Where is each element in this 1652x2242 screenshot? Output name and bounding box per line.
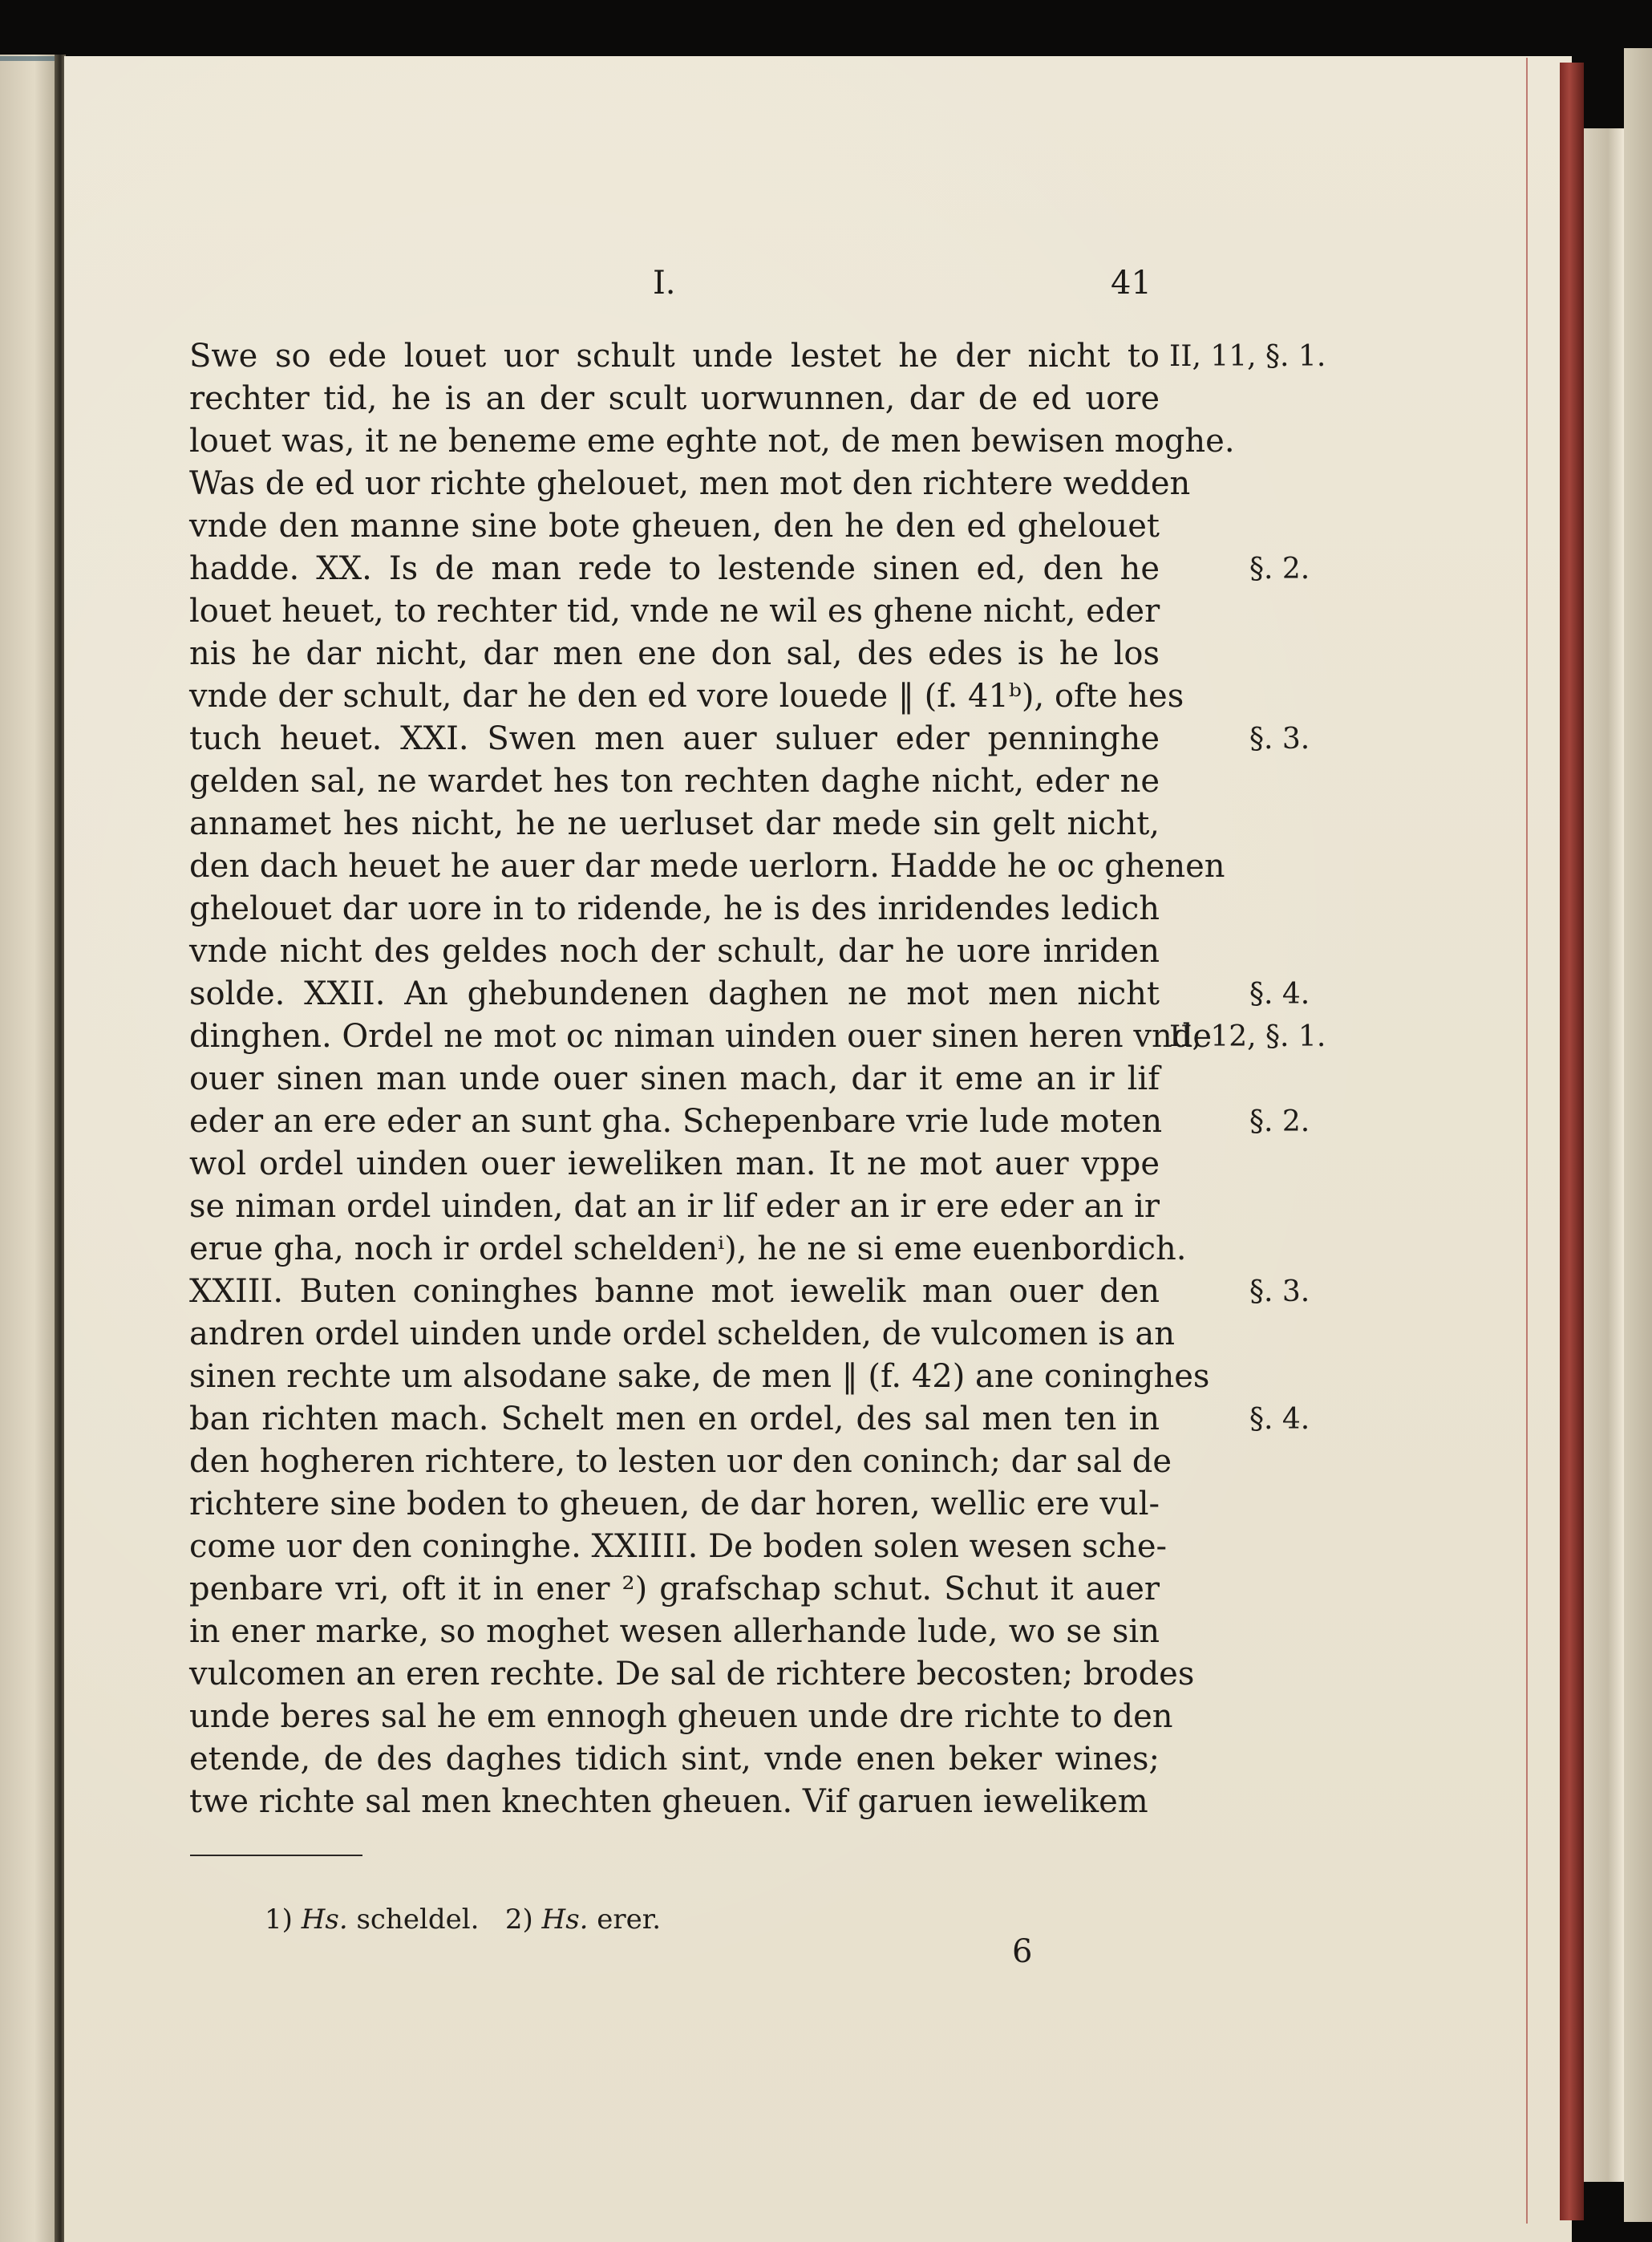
text-line: richtere sine boden to gheuen, de dar horen, wellic ere vul-	[189, 1486, 1160, 1522]
text-line: vnde den manne sine bote gheuen, den he den ed ghelouet	[189, 508, 1160, 545]
text-line: solde. XXII. An ghebundenen daghen ne mot men nicht	[189, 975, 1160, 1012]
text-line: eder an ere eder an sunt gha. Schepenbare vrie lude moten	[189, 1103, 1163, 1140]
text-line: se niman ordel uinden, dat an ir lif eder an ir ere eder an ir	[189, 1188, 1160, 1225]
left-page-mark	[0, 56, 63, 61]
footnote-2-marker: 2)	[504, 1903, 533, 1936]
text-line: vnde nicht des geldes noch der schult, dar he uore inriden	[189, 933, 1160, 970]
footnote-2-abbrev: Hs.	[541, 1903, 589, 1936]
section-number: I.	[653, 265, 676, 302]
text-line: ban richten mach. Schelt men en ordel, des sal men ten in	[189, 1401, 1160, 1437]
text-line: den dach heuet he auer dar mede uerlorn. Hadde he oc ghenen	[189, 848, 1225, 885]
footnotes	[265, 1903, 661, 1936]
margin-note: §. 2.	[1249, 553, 1310, 586]
book-cover-edge	[1624, 48, 1652, 2222]
margin-note: §. 2.	[1249, 1105, 1310, 1138]
margin-note: II, 11, §. 1.	[1169, 340, 1326, 373]
page-number: 41	[1111, 265, 1152, 302]
margin-note: §. 3.	[1249, 1275, 1310, 1308]
footnote-1-text: scheldel.	[356, 1903, 480, 1936]
margin-note: §. 4.	[1249, 1403, 1310, 1436]
text-line: dinghen. Ordel ne mot oc niman uinden ouer sinen heren vnde	[189, 1018, 1213, 1055]
signature-mark: 6	[1012, 1933, 1033, 1970]
text-line: wol ordel uinden ouer ieweliken man. It ne mot auer vppe	[189, 1145, 1160, 1182]
footnote-1-abbrev: Hs.	[301, 1903, 348, 1936]
text-line: andren ordel uinden unde ordel schelden, de vulcomen is an	[189, 1316, 1176, 1352]
text-line: penbare vri, oft it in ener ²) grafschap schut. Schut it auer	[189, 1571, 1160, 1608]
footnote-1-marker: 1)	[265, 1903, 293, 1936]
text-line: vulcomen an eren rechte. De sal de richtere becosten; brodes	[189, 1656, 1195, 1693]
text-line: twe richte sal men knechten gheuen. Vif garuen iewelikem	[189, 1783, 1148, 1820]
text-line: tuch heuet. XXI. Swen men auer suluer eder penninghe	[189, 720, 1160, 757]
text-line: unde beres sal he em ennogh gheuen unde dre richte to den	[189, 1698, 1173, 1735]
running-header	[0, 265, 1652, 313]
text-line: Swe so ede louet uor schult unde lestet he der nicht to	[189, 338, 1160, 375]
footnote-2-text: erer.	[597, 1903, 662, 1936]
margin-note: §. 4.	[1249, 978, 1310, 1011]
text-line: ouer sinen man unde ouer sinen mach, dar it eme an ir lif	[189, 1060, 1160, 1097]
text-line: vnde der schult, dar he den ed vore louede ‖ (f. 41ᵇ), ofte hes	[189, 678, 1184, 715]
footnote-rule	[190, 1855, 362, 1856]
page-edges	[1584, 128, 1624, 2182]
text-line: Was de ed uor richte ghelouet, men mot den richtere wedden	[189, 465, 1191, 502]
text-line: hadde. XX. Is de man rede to lestende sinen ed, den he	[189, 550, 1160, 587]
text-line: nis he dar nicht, dar men ene don sal, des edes is he los	[189, 635, 1160, 672]
left-page-edge	[0, 55, 63, 2242]
text-line: erue gha, noch ir ordel scheldenⁱ), he ne si eme euenbordich.	[189, 1230, 1187, 1267]
text-line: XXIII. Buten coninghes banne mot iewelik man ouer den	[189, 1273, 1160, 1310]
red-page-edges	[1560, 63, 1584, 2220]
page-red-edge-line	[1526, 58, 1528, 2224]
text-line: louet was, it ne beneme eme eghte not, de men bewisen moghe.	[189, 423, 1235, 460]
margin-note: §. 3.	[1249, 723, 1310, 756]
text-line: in ener marke, so moghet wesen allerhande lude, wo se sin	[189, 1613, 1160, 1650]
text-line: rechter tid, he is an der scult uorwunnen, dar de ed uore	[189, 380, 1160, 417]
text-line: ghelouet dar uore in to ridende, he is des inridendes ledich	[189, 890, 1160, 927]
text-line: den hogheren richtere, to lesten uor den coninch; dar sal de	[189, 1443, 1172, 1480]
text-line: annamet hes nicht, he ne uerluset dar mede sin gelt nicht,	[189, 805, 1160, 842]
text-line: louet heuet, to rechter tid, vnde ne wil es ghene nicht, eder	[189, 593, 1160, 630]
text-line: sinen rechte um alsodane sake, de men ‖ (f. 42) ane coninghes	[189, 1358, 1210, 1395]
text-line: gelden sal, ne wardet hes ton rechten daghe nicht, eder ne	[189, 763, 1160, 800]
body-text	[189, 335, 1235, 1823]
text-line: etende, de des daghes tidich sint, vnde enen beker wines;	[189, 1741, 1160, 1778]
text-line: come uor den coninghe. XXIIII. De boden solen wesen sche-	[189, 1528, 1168, 1565]
margin-note: II, 12, §. 1.	[1169, 1020, 1326, 1053]
